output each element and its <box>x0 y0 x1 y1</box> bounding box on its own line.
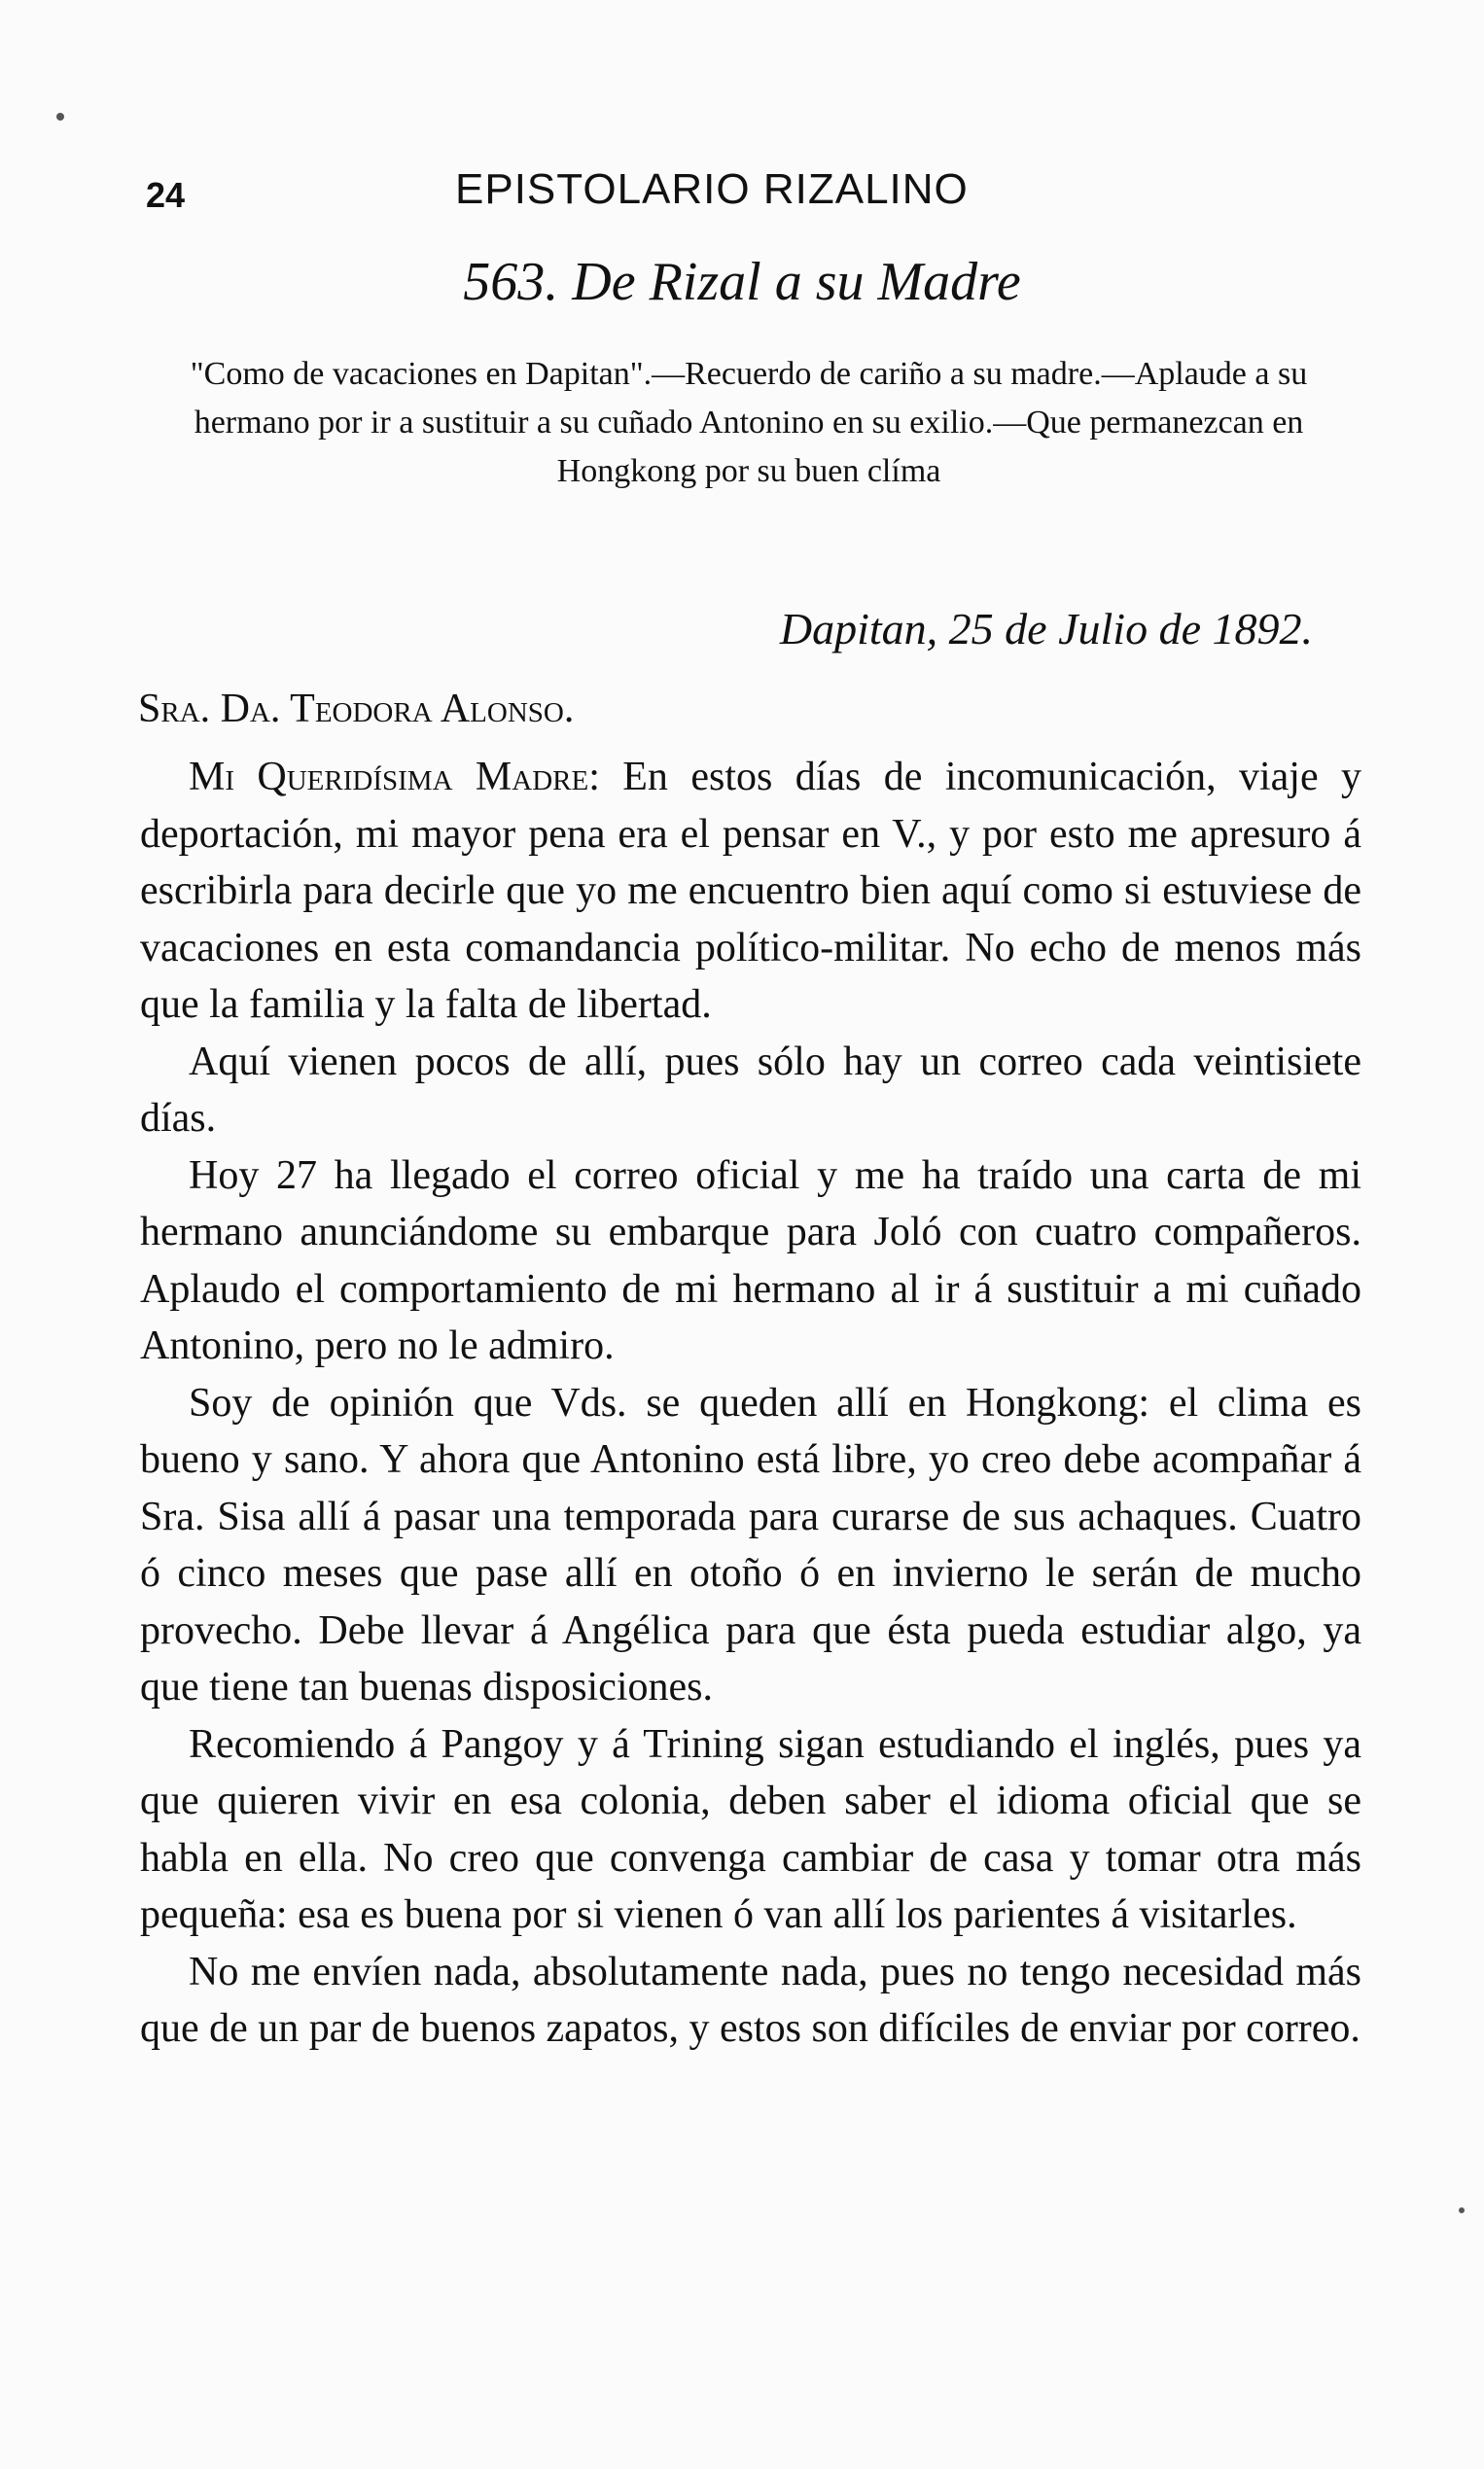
paragraph: Soy de opinión que Vds. se queden allí en Hongkong: el clima es bueno y sano. Y ahora que Antonino está libre, yo creo debe acompañar á Sra. Sisa allí á pasar una temporada para curarse de sus achaques. Cuatro ó cinco meses que pase allí en otoño ó en invierno le serán de mucho provecho. Debe llevar á Angélica para que ésta pueda estudiar algo, ya que tiene tan buenas disposiciones. <box>140 1380 1361 1710</box>
paragraph: Hoy 27 ha llegado el correo oficial y me ha traído una carta de mi hermano anunciándome su embarque para Joló con cuatro compañeros. Aplaudo el comportamiento de mi hermano al ir á sustituir a mi cuñado Antonino, pero no le admiro. <box>140 1152 1361 1368</box>
date-line: Dapitan, 25 de Julio de 1892. <box>779 604 1313 653</box>
paragraph: Aquí vienen pocos de allí, pues sólo hay un correo cada veintisiete días. <box>140 1039 1361 1141</box>
salutation: Mi Queridísima Madre: <box>189 755 600 799</box>
letter-title: 563. De Rizal a su Madre <box>463 252 1021 312</box>
letter-summary: "Como de vacaciones en Dapitan".—Recuerdo de cariño a su madre.—Aplaude a su hermano por ir a sustituir a su cuñado Antonino en su exilio.—Que permanezcan en Hongkong por su buen clíma <box>190 356 1308 489</box>
speck-mark <box>56 113 64 121</box>
paragraph: No me envíen nada, absolutamente nada, pues no tengo necesidad más que de un par de buenos zapatos, y estos son difíciles de enviar por correo. <box>140 1949 1361 2051</box>
paragraph-text: En estos días de incomunicación, viaje y deportación, mi mayor pena era el pensar en V., y por esto me apresuro á escribirla para decirle que yo me encuentro bien aquí como si estuviese de vacaciones en esta comandancia político-militar. No echo de menos más que la familia y la falta de libertad. <box>140 755 1361 1027</box>
page-header <box>136 163 1361 231</box>
letter-body <box>140 749 1361 2058</box>
running-head: EPISTOLARIO RIZALINO <box>455 165 969 213</box>
page-number: 24 <box>146 175 186 215</box>
speck-mark <box>1459 2207 1465 2213</box>
recipient: Sra. Da. Teodora Alonso. <box>138 687 575 731</box>
paragraph: Recomiendo á Pangoy y á Trining sigan estudiando el inglés, pues ya que quieren vivir en esa colonia, deben saber el idioma oficial que se habla en ella. No creo que convenga cambiar de casa y tomar otra más pequeña: esa es buena por si vienen ó van allí los parientes á visitarles. <box>140 1721 1361 1937</box>
paragraph <box>140 749 1361 1034</box>
